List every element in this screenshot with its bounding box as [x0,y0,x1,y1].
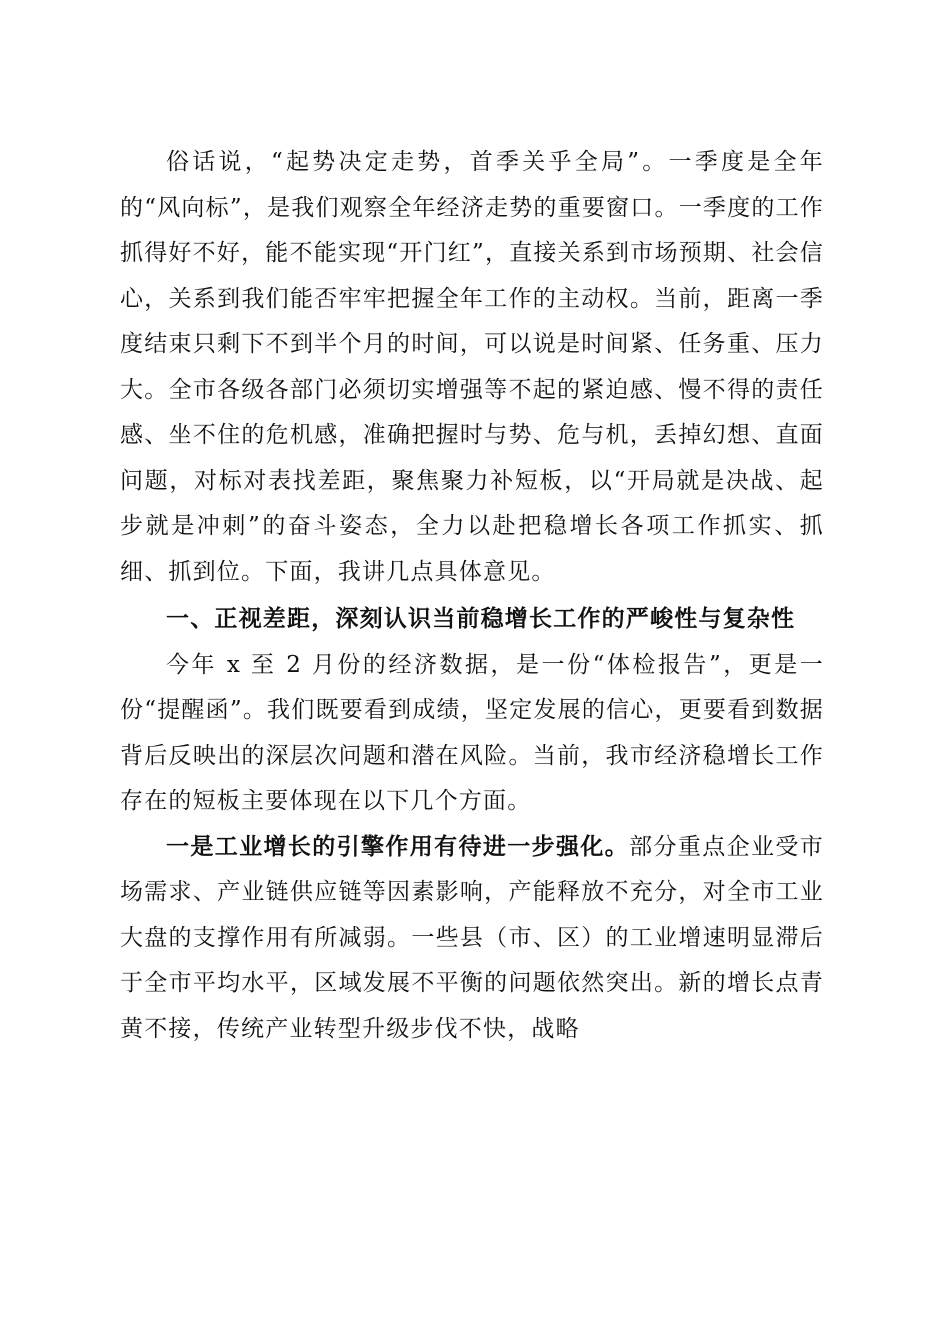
document-body [120,140,824,1052]
point-text: 部分重点企业受市场需求、产业链供应链等因素影响，产能释放不充分，对全市工业大盘的支撑作用有所减弱。一些县（市、区）的工业增速明显滞后于全市平均水平，区域发展不平衡的问题依然突出。新的增长点青黄不接，传统产业转型升级步伐不快，战略 [120,833,824,1042]
industry-paragraph [120,825,824,1053]
intro-paragraph: 俗话说，“起势决定走势，首季关乎全局”。一季度是全年的“风向标”，是我们观察全年经济走势的重要窗口。一季度的工作抓得好不好，能不能实现“开门红”，直接关系到市场预期、社会信心，关系到我们能否牢牢把握全年工作的主动权。当前，距离一季度结束只剩下不到半个月的时间，可以说是时间紧、任务重、压力大。全市各级各部门必须切实增强等不起的紧迫感、慢不得的责任感、坐不住的危机感，准确把握时与势、危与机，丢掉幻想、直面问题，对标对表找差距，聚焦聚力补短板，以“开局就是决战、起步就是冲刺”的奋斗姿态，全力以赴把稳增长各项工作抓实、抓细、抓到位。下面，我讲几点具体意见。 [120,149,824,585]
section-heading: 一、正视差距，深刻认识当前稳增长工作的严峻性与复杂性 [166,606,796,632]
point-lead: 一是工业增长的引擎作用有待进一步强化。 [166,833,630,860]
data-paragraph: 今年 x 至 2 月份的经济数据，是一份“体检报告”，更是一份“提醒函”。我们既要看到成绩，坚定发展的信心，更要看到数据背后反映出的深层次问题和潜在风险。当前，我市经济稳增长工作存在的短板主要体现在以下几个方面。 [120,651,824,814]
